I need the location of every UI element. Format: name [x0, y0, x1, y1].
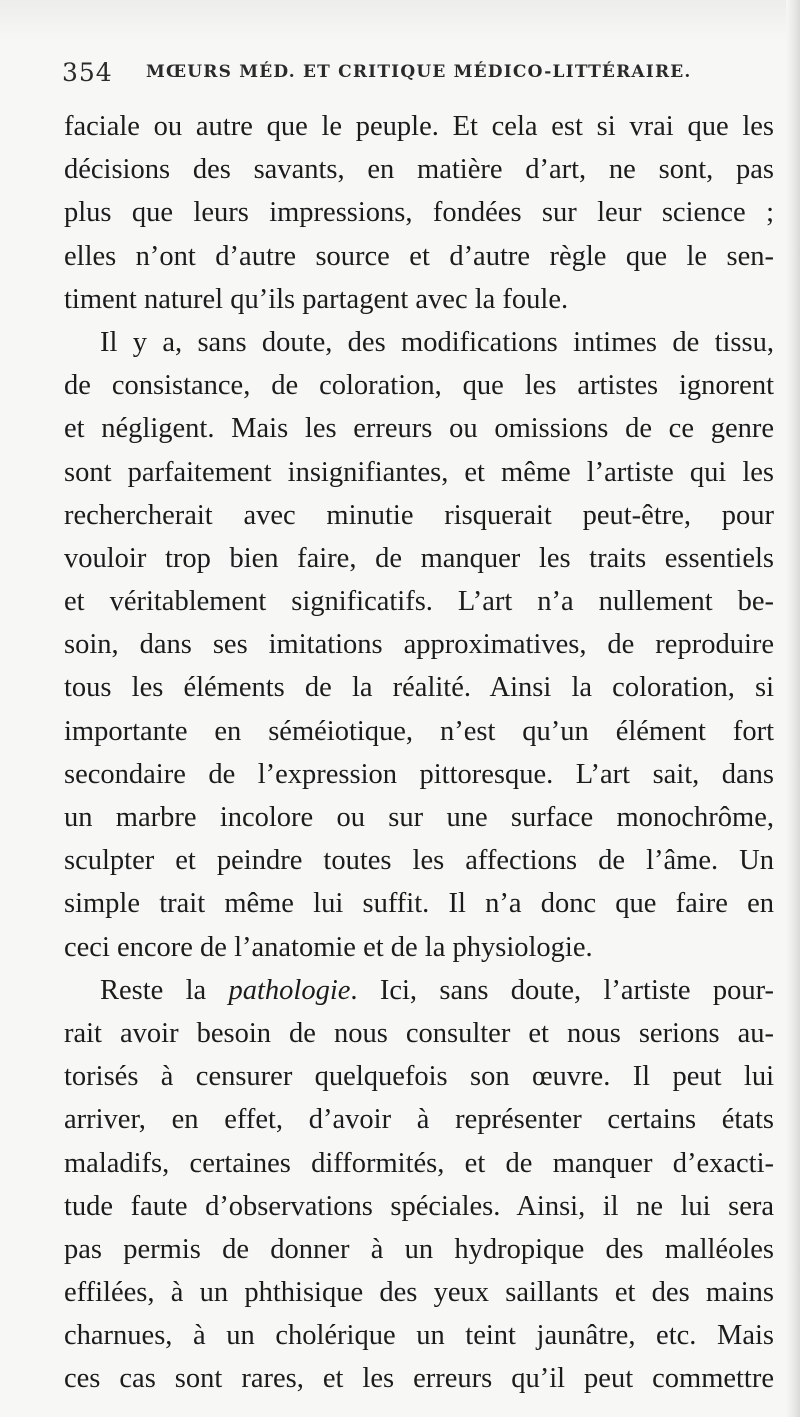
text-line: et négligent. Mais les erreurs ou omissions de ce genre [64, 413, 774, 445]
text-line: plus que leurs impressions, fondées sur leur science ; [64, 197, 774, 229]
text-line: ceci encore de l’anatomie et de la physiologie. [64, 931, 593, 963]
text-line [64, 969, 774, 1012]
text-line: tous les éléments de la réalité. Ainsi la coloration, si [64, 672, 774, 704]
text-line: Il y a, sans doute, des modifications intimes de tissu, [100, 326, 774, 358]
text-line: charnues, à un cholérique un teint jaunâtre, etc. Mais [64, 1320, 774, 1352]
paragraph-3 [64, 969, 774, 1401]
italic-term: pathologie [228, 974, 351, 1006]
text-line: et véritablement significatifs. L’art n’a nullement be- [64, 586, 774, 618]
text-line: elles n’ont d’autre source et d’autre règle que le sen- [64, 240, 774, 272]
text-line: un marbre incolore ou sur une surface monochrôme, [64, 802, 774, 833]
text-line: importante en séméiotique, n’est qu’un élément fort [64, 715, 774, 747]
text-line: sculpter et peindre toutes les affections de l’âme. Un [64, 845, 774, 877]
text-line: sont parfaitement insignifiantes, et même l’artiste qui les [64, 456, 774, 488]
text-line: soin, dans ses imitations approximatives, de reproduire [64, 629, 774, 661]
text-line: rait avoir besoin de nous consulter et nous serions au- [64, 1017, 774, 1049]
text-line: rechercherait avec minutie risquerait peut-être, pour [64, 499, 774, 531]
text-line: faciale ou autre que le peuple. Et cela est si vrai que les [64, 111, 774, 142]
page-number: 354 [62, 58, 113, 87]
page-right-edge [786, 0, 800, 1417]
running-title: MŒURS MÉD. ET CRITIQUE MÉDICO-LITTÉRAIRE. [146, 62, 692, 82]
text-line: maladifs, certaines difformités, et de manquer d’exacti- [64, 1147, 774, 1179]
text-line: pas permis de donner à un hydropique des malléoles [64, 1233, 774, 1265]
text-run: . Ici, sans doute, l’artiste pour- [350, 974, 775, 1006]
text-line: vouloir trop bien faire, de manquer les traits essentiels [64, 542, 774, 574]
text-line: timent naturel qu’ils partagent avec la foule. [64, 283, 569, 315]
text-line: arriver, en effet, d’avoir à représenter certains états [64, 1104, 774, 1136]
text-line: torisés à censurer quelquefois son œuvre. Il peut lui [64, 1061, 774, 1093]
text-line: effilées, à un phthisique des yeux saillants et des mains [64, 1277, 774, 1309]
text-line: décisions des savants, en matière d’art, ne sont, pas [64, 154, 774, 186]
text-line: ces cas sont rares, et les erreurs qu’il peut commettre [64, 1363, 774, 1395]
page-header [62, 58, 732, 92]
paragraph-2 [64, 321, 774, 969]
text-run: Reste la [100, 974, 229, 1006]
body-text [64, 105, 774, 1401]
page-top-shadow [0, 0, 800, 40]
text-line: simple trait même lui suffit. Il n’a donc que faire en [64, 888, 774, 920]
paragraph-1 [64, 105, 774, 321]
text-line: tude faute d’observations spéciales. Ainsi, il ne lui sera [64, 1190, 774, 1222]
text-line: secondaire de l’expression pittoresque. L’art sait, dans [64, 758, 774, 790]
text-line: de consistance, de coloration, que les artistes ignorent [64, 370, 774, 402]
